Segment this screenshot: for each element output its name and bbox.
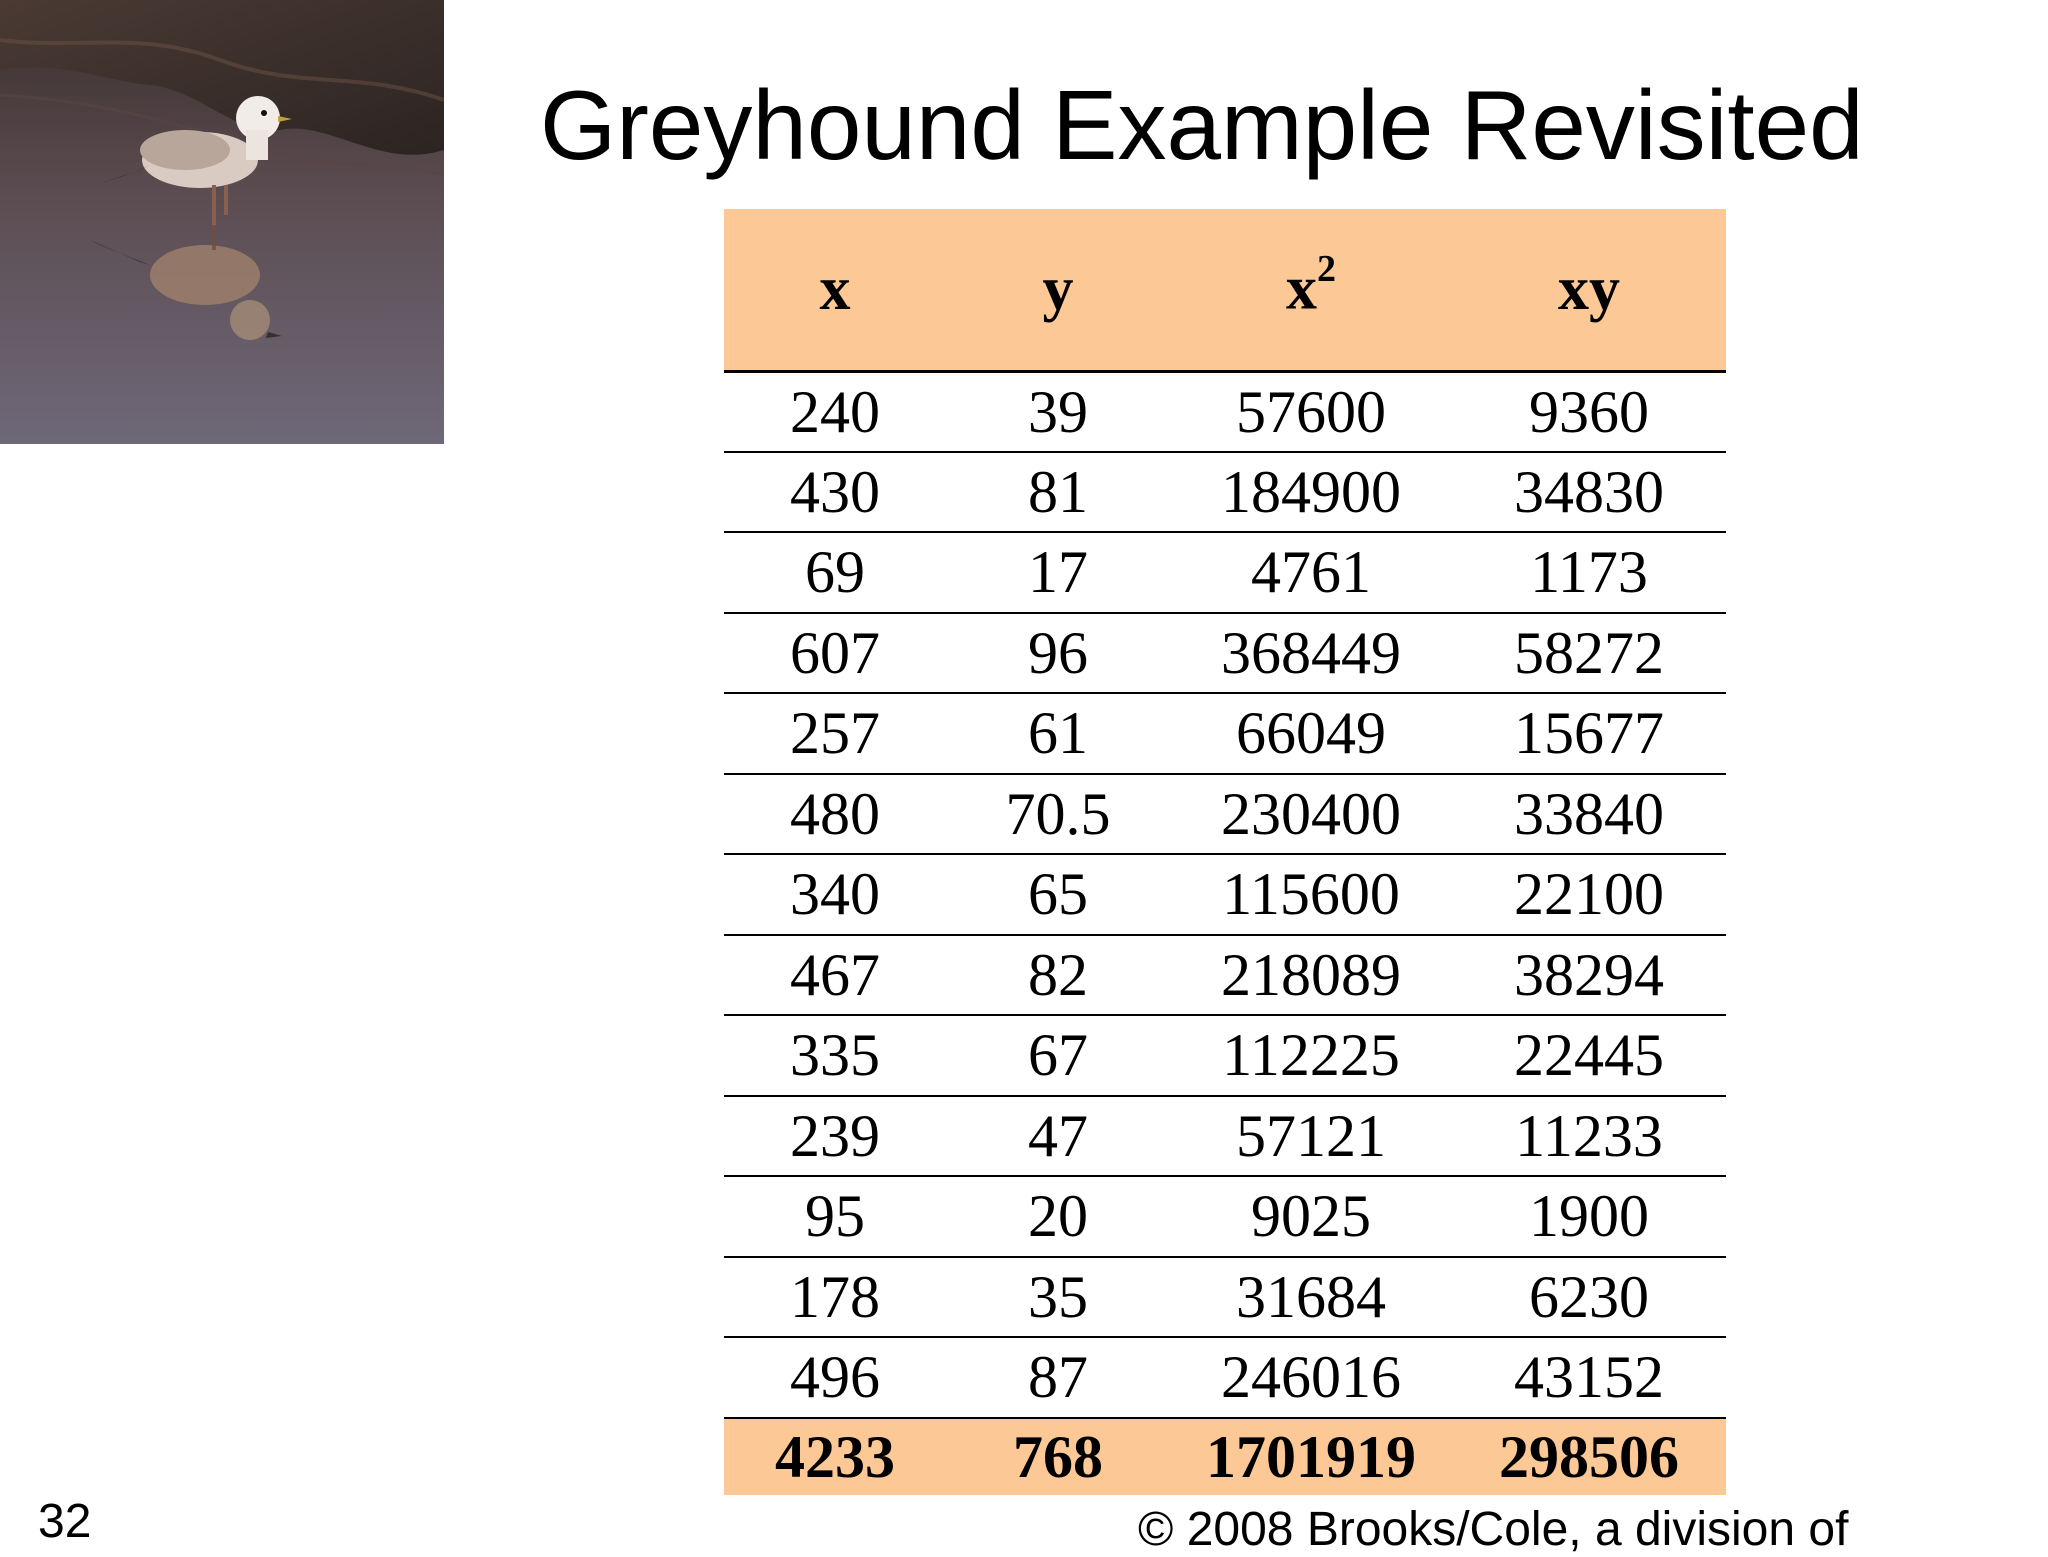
cell-y: 47 — [946, 1096, 1170, 1177]
slide-title: Greyhound Example Revisited — [540, 70, 1864, 180]
table-row — [724, 1257, 1726, 1338]
cell-x: 607 — [724, 613, 946, 694]
table-header-row — [724, 209, 1726, 371]
table-row — [724, 1096, 1726, 1177]
cell-x: 480 — [724, 774, 946, 855]
cell-xy: 22100 — [1452, 854, 1726, 935]
cell-y: 39 — [946, 371, 1170, 452]
table-row — [724, 613, 1726, 694]
cell-x-squared: 66049 — [1170, 693, 1452, 774]
header-x: x — [724, 209, 946, 371]
cell-x-squared: 112225 — [1170, 1015, 1452, 1096]
cell-x: 240 — [724, 371, 946, 452]
slide-number: 32 — [38, 1495, 92, 1548]
header-xy: xy — [1452, 209, 1726, 371]
cell-xy: 58272 — [1452, 613, 1726, 694]
cell-xy: 33840 — [1452, 774, 1726, 855]
cell-x: 69 — [724, 532, 946, 613]
total-cell-x-squared: 1701919 — [1206, 1423, 1416, 1490]
copyright-notice: © 2008 Brooks/Cole, a division of — [1138, 1503, 1849, 1556]
table-row — [724, 774, 1726, 855]
table-row — [724, 452, 1726, 533]
cell-x-squared: 218089 — [1170, 935, 1452, 1016]
cell-x-squared: 368449 — [1170, 613, 1452, 694]
total-cell-x: 4233 — [775, 1423, 895, 1490]
cell-x: 467 — [724, 935, 946, 1016]
table-row — [724, 1337, 1726, 1418]
cell-y: 65 — [946, 854, 1170, 935]
header-superscript: 2 — [1317, 248, 1336, 291]
cell-xy: 22445 — [1452, 1015, 1726, 1096]
cell-x-squared: 184900 — [1170, 452, 1452, 533]
cell-x: 178 — [724, 1257, 946, 1338]
cell-xy: 34830 — [1452, 452, 1726, 533]
seagull-photo — [0, 0, 444, 444]
header-x-squared — [1170, 209, 1452, 371]
cell-xy: 9360 — [1452, 371, 1726, 452]
table-row — [724, 935, 1726, 1016]
table-row — [724, 854, 1726, 935]
cell-x-squared: 57121 — [1170, 1096, 1452, 1177]
cell-x: 239 — [724, 1096, 946, 1177]
table-row — [724, 693, 1726, 774]
cell-x-squared: 31684 — [1170, 1257, 1452, 1338]
cell-y: 70.5 — [946, 774, 1170, 855]
cell-xy: 1900 — [1452, 1176, 1726, 1257]
total-cell-y: 768 — [1013, 1423, 1103, 1490]
cell-x: 430 — [724, 452, 946, 533]
cell-x-squared: 4761 — [1170, 532, 1452, 613]
cell-xy: 6230 — [1452, 1257, 1726, 1338]
cell-y: 96 — [946, 613, 1170, 694]
cell-x: 95 — [724, 1176, 946, 1257]
cell-xy: 11233 — [1452, 1096, 1726, 1177]
cell-y: 67 — [946, 1015, 1170, 1096]
cell-xy: 43152 — [1452, 1337, 1726, 1418]
data-table-container — [724, 209, 1726, 1495]
cell-xy: 15677 — [1452, 693, 1726, 774]
table-row — [724, 1015, 1726, 1096]
cell-x: 257 — [724, 693, 946, 774]
greyhound-data-table — [724, 209, 1726, 1495]
table-row — [724, 1176, 1726, 1257]
table-row — [724, 371, 1726, 452]
cell-x-squared: 115600 — [1170, 854, 1452, 935]
cell-y: 81 — [946, 452, 1170, 533]
cell-y: 20 — [946, 1176, 1170, 1257]
cell-x: 335 — [724, 1015, 946, 1096]
cell-y: 87 — [946, 1337, 1170, 1418]
header-y: y — [946, 209, 1170, 371]
cell-y: 35 — [946, 1257, 1170, 1338]
cell-y: 82 — [946, 935, 1170, 1016]
cell-x-squared: 57600 — [1170, 371, 1452, 452]
cell-x-squared: 230400 — [1170, 774, 1452, 855]
cell-x: 340 — [724, 854, 946, 935]
table-body — [724, 371, 1726, 1495]
cell-xy: 1173 — [1452, 532, 1726, 613]
table-row — [724, 532, 1726, 613]
cell-xy: 38294 — [1452, 935, 1726, 1016]
cell-x-squared: 246016 — [1170, 1337, 1452, 1418]
cell-x: 496 — [724, 1337, 946, 1418]
cell-y: 17 — [946, 532, 1170, 613]
totals-row — [724, 1418, 1726, 1495]
header-x-squared-base: x — [1286, 255, 1317, 324]
total-cell-xy: 298506 — [1499, 1423, 1679, 1490]
cell-y: 61 — [946, 693, 1170, 774]
cell-x-squared: 9025 — [1170, 1176, 1452, 1257]
